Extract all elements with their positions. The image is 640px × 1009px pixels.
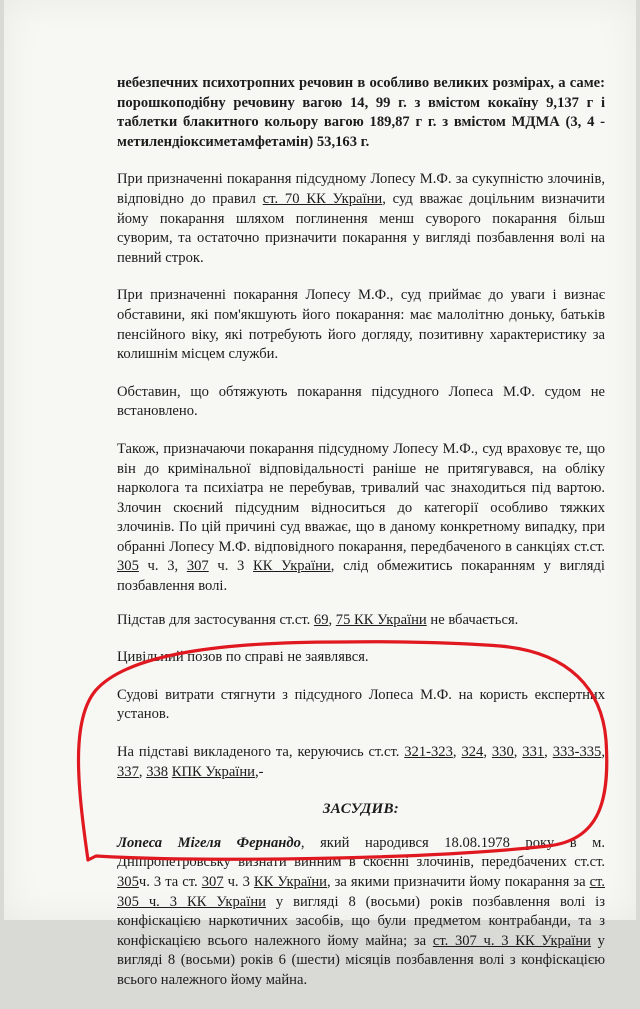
paragraph-verdict: Лопеса Мігеля Фернандо, який народився 18.08.1978 року в м. Дніпропетровську визнати винним в скоєнні злочинів, передбачених ст.ст. 305ч. 3 та ст. 307 ч. 3 КК України, за якими призначити йому покарання за ст. 305 ч. 3 КК України у вигляді 8 (восьми) років позбавлення волі із конфіскацією наркотичних засобів, що були предметом контрабанди, та з конфіскацією всього належного йому майна; за ст. 307 ч. 3 КК України у вигляді 8 (восьми) років 6 (шести) місяців позбавлення волі з конфіскацією всього належного йому майна. <box>117 834 605 988</box>
link-criminal-code[interactable]: КК України <box>253 558 331 575</box>
paragraph-court-costs: Судові витрати стягнути з підсудного Лопеса М.Ф. на користь експертних установ. <box>117 686 605 723</box>
paragraph-substances <box>117 74 605 152</box>
defendant-name: Лопеса Мігеля Фернандо <box>117 834 301 851</box>
paragraph-aggregate-sentence: При призначенні покарання підсудному Лопесу М.Ф. за сукупністю злочинів, відповідно до правил ст. 70 КК України, суд вважає доцільним визначити йому покарання шляхом поглинення менш суворого покарання більш суворим, та остаточно призначити покарання у вигляді позбавлення волі на певний строк. <box>117 171 605 266</box>
substances-text: небезпечних психотропних речовин в особливо великих розмірах, а саме: порошкоподібну речовину вагою 14, 99 г. з вмістом кокаїну 9,137 г і таблетки блакитного кольору вагою 189,87 г г. з вмістом МДМА (3, 4 - метилендіоксиметамфетамін) 53,163 г. <box>117 75 605 150</box>
link-art-307[interactable]: 307 <box>186 558 209 575</box>
link-art-69[interactable]: 69 <box>313 611 329 628</box>
link-verdict-art-307-3[interactable]: ст. 307 ч. 3 КК України <box>432 932 591 949</box>
link-art-70[interactable]: ст. 70 КК України <box>262 190 383 207</box>
link-art-338[interactable]: 338 <box>146 763 169 780</box>
verdict-title: ЗАСУДИВ: <box>322 801 400 818</box>
paragraph-aggravating: Обставин, що обтяжують покарання підсудного Лопеса М.Ф. судом не встановлено. <box>117 383 605 420</box>
link-art-321-323[interactable]: 321-323 <box>404 744 453 761</box>
link-art-324[interactable]: 324 <box>461 744 484 761</box>
link-art-305[interactable]: 305 <box>117 558 139 575</box>
paragraph-legal-basis: На підставі викладеного та, керуючись ст.ст. 321-323, 324, 330, 331, 333-335, 337, 338 КПК України,- <box>117 744 606 780</box>
paragraph-no-grounds: Підстав для застосування ст.ст. 69, 75 КК України не вбачається. <box>117 611 519 628</box>
link-art-337[interactable]: 337 <box>117 763 139 780</box>
document-body <box>117 74 605 1009</box>
link-procedure-code[interactable]: КПК України <box>171 763 255 780</box>
paragraph-considerations: Також, призначаючи покарання підсудному Лопесу М.Ф., суд враховує те, що він до кримінальної відповідальності раніше не притягувався, на обліку нарколога та психіатра не перебував, тривалий час знаходиться під вартою. Злочин скоєний підсудним відноситься до категорії особливо тяжких злочинів. По цій причині суд вважає, що в даному конкретному випадку, при обранні Лопесу М.Ф. відповідного покарання, передбаченого в санкціях ст.ст. 305 ч. 3, 307 ч. 3 КК України, слід обмежитись покаранням у вигляді позбавлення волі. <box>117 440 605 595</box>
link-art-75[interactable]: 75 КК України <box>335 611 427 628</box>
link-verdict-art-305[interactable]: 305 <box>117 874 139 890</box>
link-verdict-art-307[interactable]: 307 <box>201 874 224 890</box>
link-verdict-criminal-code[interactable]: КК України <box>253 874 327 890</box>
link-art-330[interactable]: 330 <box>491 744 514 761</box>
document-page <box>4 0 636 988</box>
link-verdict-art-305-3[interactable]: ст. 305 ч. 3 КК України <box>117 874 605 910</box>
paragraph-mitigating: При призначенні покарання Лопесу М.Ф., суд приймає до уваги і визнає обставини, які пом'якшують його покарання: має малолітню доньку, батьків пенсійного віку, які потребують його догляду, позитивну характеристику за колишнім місцем служби. <box>117 287 605 363</box>
link-art-331[interactable]: 331 <box>522 744 545 761</box>
link-art-333-335[interactable]: 333-335 <box>552 744 602 761</box>
paragraph-civil-claim: Цивільний позов по справі не заявлявся. <box>117 649 369 666</box>
